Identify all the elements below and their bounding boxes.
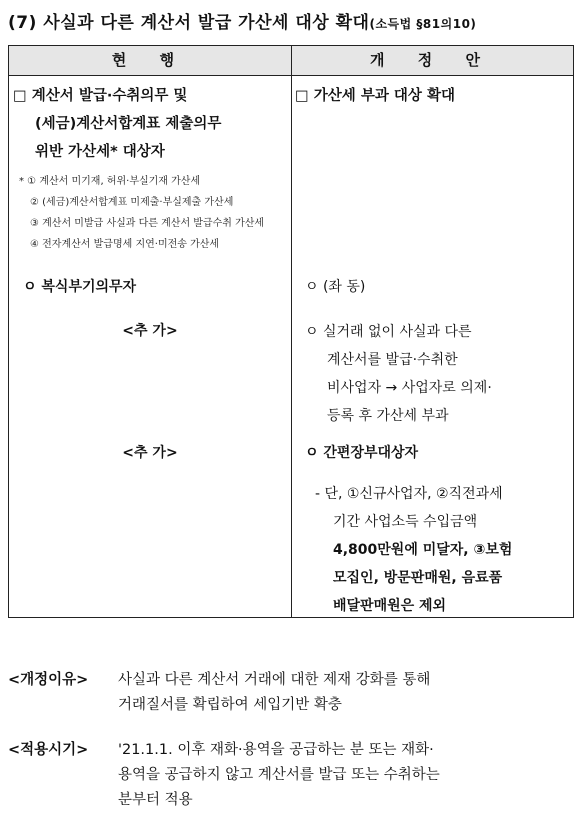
revised-item3-sub-line4: 모집인, 방문판매원, 음료품 xyxy=(333,570,503,586)
current-heading-line2: (세금)계산서합계표 제출의무 xyxy=(35,116,222,132)
revised-item-same: ㅇ (좌 동) xyxy=(305,279,366,295)
current-add-2: <추 가> xyxy=(122,445,178,461)
reason-line2: 거래질서를 확립하여 세입기반 확충 xyxy=(118,697,342,713)
section-title-main: (7) 사실과 다른 계산서 발급 가산세 대상 확대 xyxy=(8,13,370,33)
revised-item3-sub-line1: - 단, ①신규사업자, ②직전과세 xyxy=(315,486,503,502)
header-current: 현 행 xyxy=(111,51,189,69)
revised-item-simplified: ㅇ 간편장부대상자 xyxy=(305,445,419,461)
revised-heading: □ 가산세 부과 대상 확대 xyxy=(295,88,455,104)
revised-item2-line2: 계산서를 발급·수취한 xyxy=(327,352,458,368)
revision-reason xyxy=(8,668,574,718)
reason-line1: 사실과 다른 계산서 거래에 대한 제재 강화를 통해 xyxy=(118,672,431,688)
note-4: ④ 전자계산서 발급명세 지연·미전송 가산세 xyxy=(30,239,220,250)
revised-item3-sub-line3: 4,800만원에 미달자, ③보험 xyxy=(333,542,513,558)
revised-item3-sub-line5: 배달판매원은 제외 xyxy=(333,598,447,614)
current-notes xyxy=(19,171,289,255)
current-add-1: <추 가> xyxy=(122,323,178,339)
header-revised: 개 정 안 xyxy=(370,51,494,69)
apply-label: <적용시기> xyxy=(8,742,89,758)
revised-item2-line1: ㅇ 실거래 없이 사실과 다른 xyxy=(305,324,472,340)
revised-item3-exception xyxy=(315,480,571,620)
effective-date xyxy=(8,738,574,813)
current-heading xyxy=(13,82,287,166)
revised-item3-sub-line2: 기간 사업소득 수입금액 xyxy=(333,514,478,530)
revised-item2-line3: 비사업자 → 사업자로 의제· xyxy=(327,380,492,396)
comparison-table xyxy=(8,45,574,618)
apply-text xyxy=(118,738,570,813)
note-1: * ① 계산서 미기재, 허위·부실기재 가산세 xyxy=(19,176,201,187)
note-3: ③ 계산서 미발급 사실과 다른 계산서 발급수취 가산세 xyxy=(30,218,265,229)
column-divider xyxy=(291,46,292,617)
current-item-bookkeeping: ㅇ 복식부기의무자 xyxy=(23,279,137,295)
apply-line1: '21.1.1. 이후 재화·용역을 공급하는 분 또는 재화· xyxy=(118,742,434,758)
apply-line3: 분부터 적용 xyxy=(118,792,193,808)
law-reference: (소득법 §81의10) xyxy=(369,17,477,31)
revised-item2-line4: 등록 후 가산세 부과 xyxy=(327,408,449,424)
reason-label: <개정이유> xyxy=(8,672,89,688)
section-title xyxy=(8,8,476,33)
reason-text xyxy=(118,668,570,718)
current-heading-line1: □ 계산서 발급·수취의무 및 xyxy=(13,88,188,104)
apply-line2: 용역을 공급하지 않고 계산서를 발급 또는 수취하는 xyxy=(118,767,440,783)
current-heading-line3: 위반 가산세* 대상자 xyxy=(35,144,165,160)
revised-item-nonbusiness xyxy=(305,318,569,430)
note-2: ② (세금)계산서합계표 미제출·부실제출 가산세 xyxy=(30,197,234,208)
